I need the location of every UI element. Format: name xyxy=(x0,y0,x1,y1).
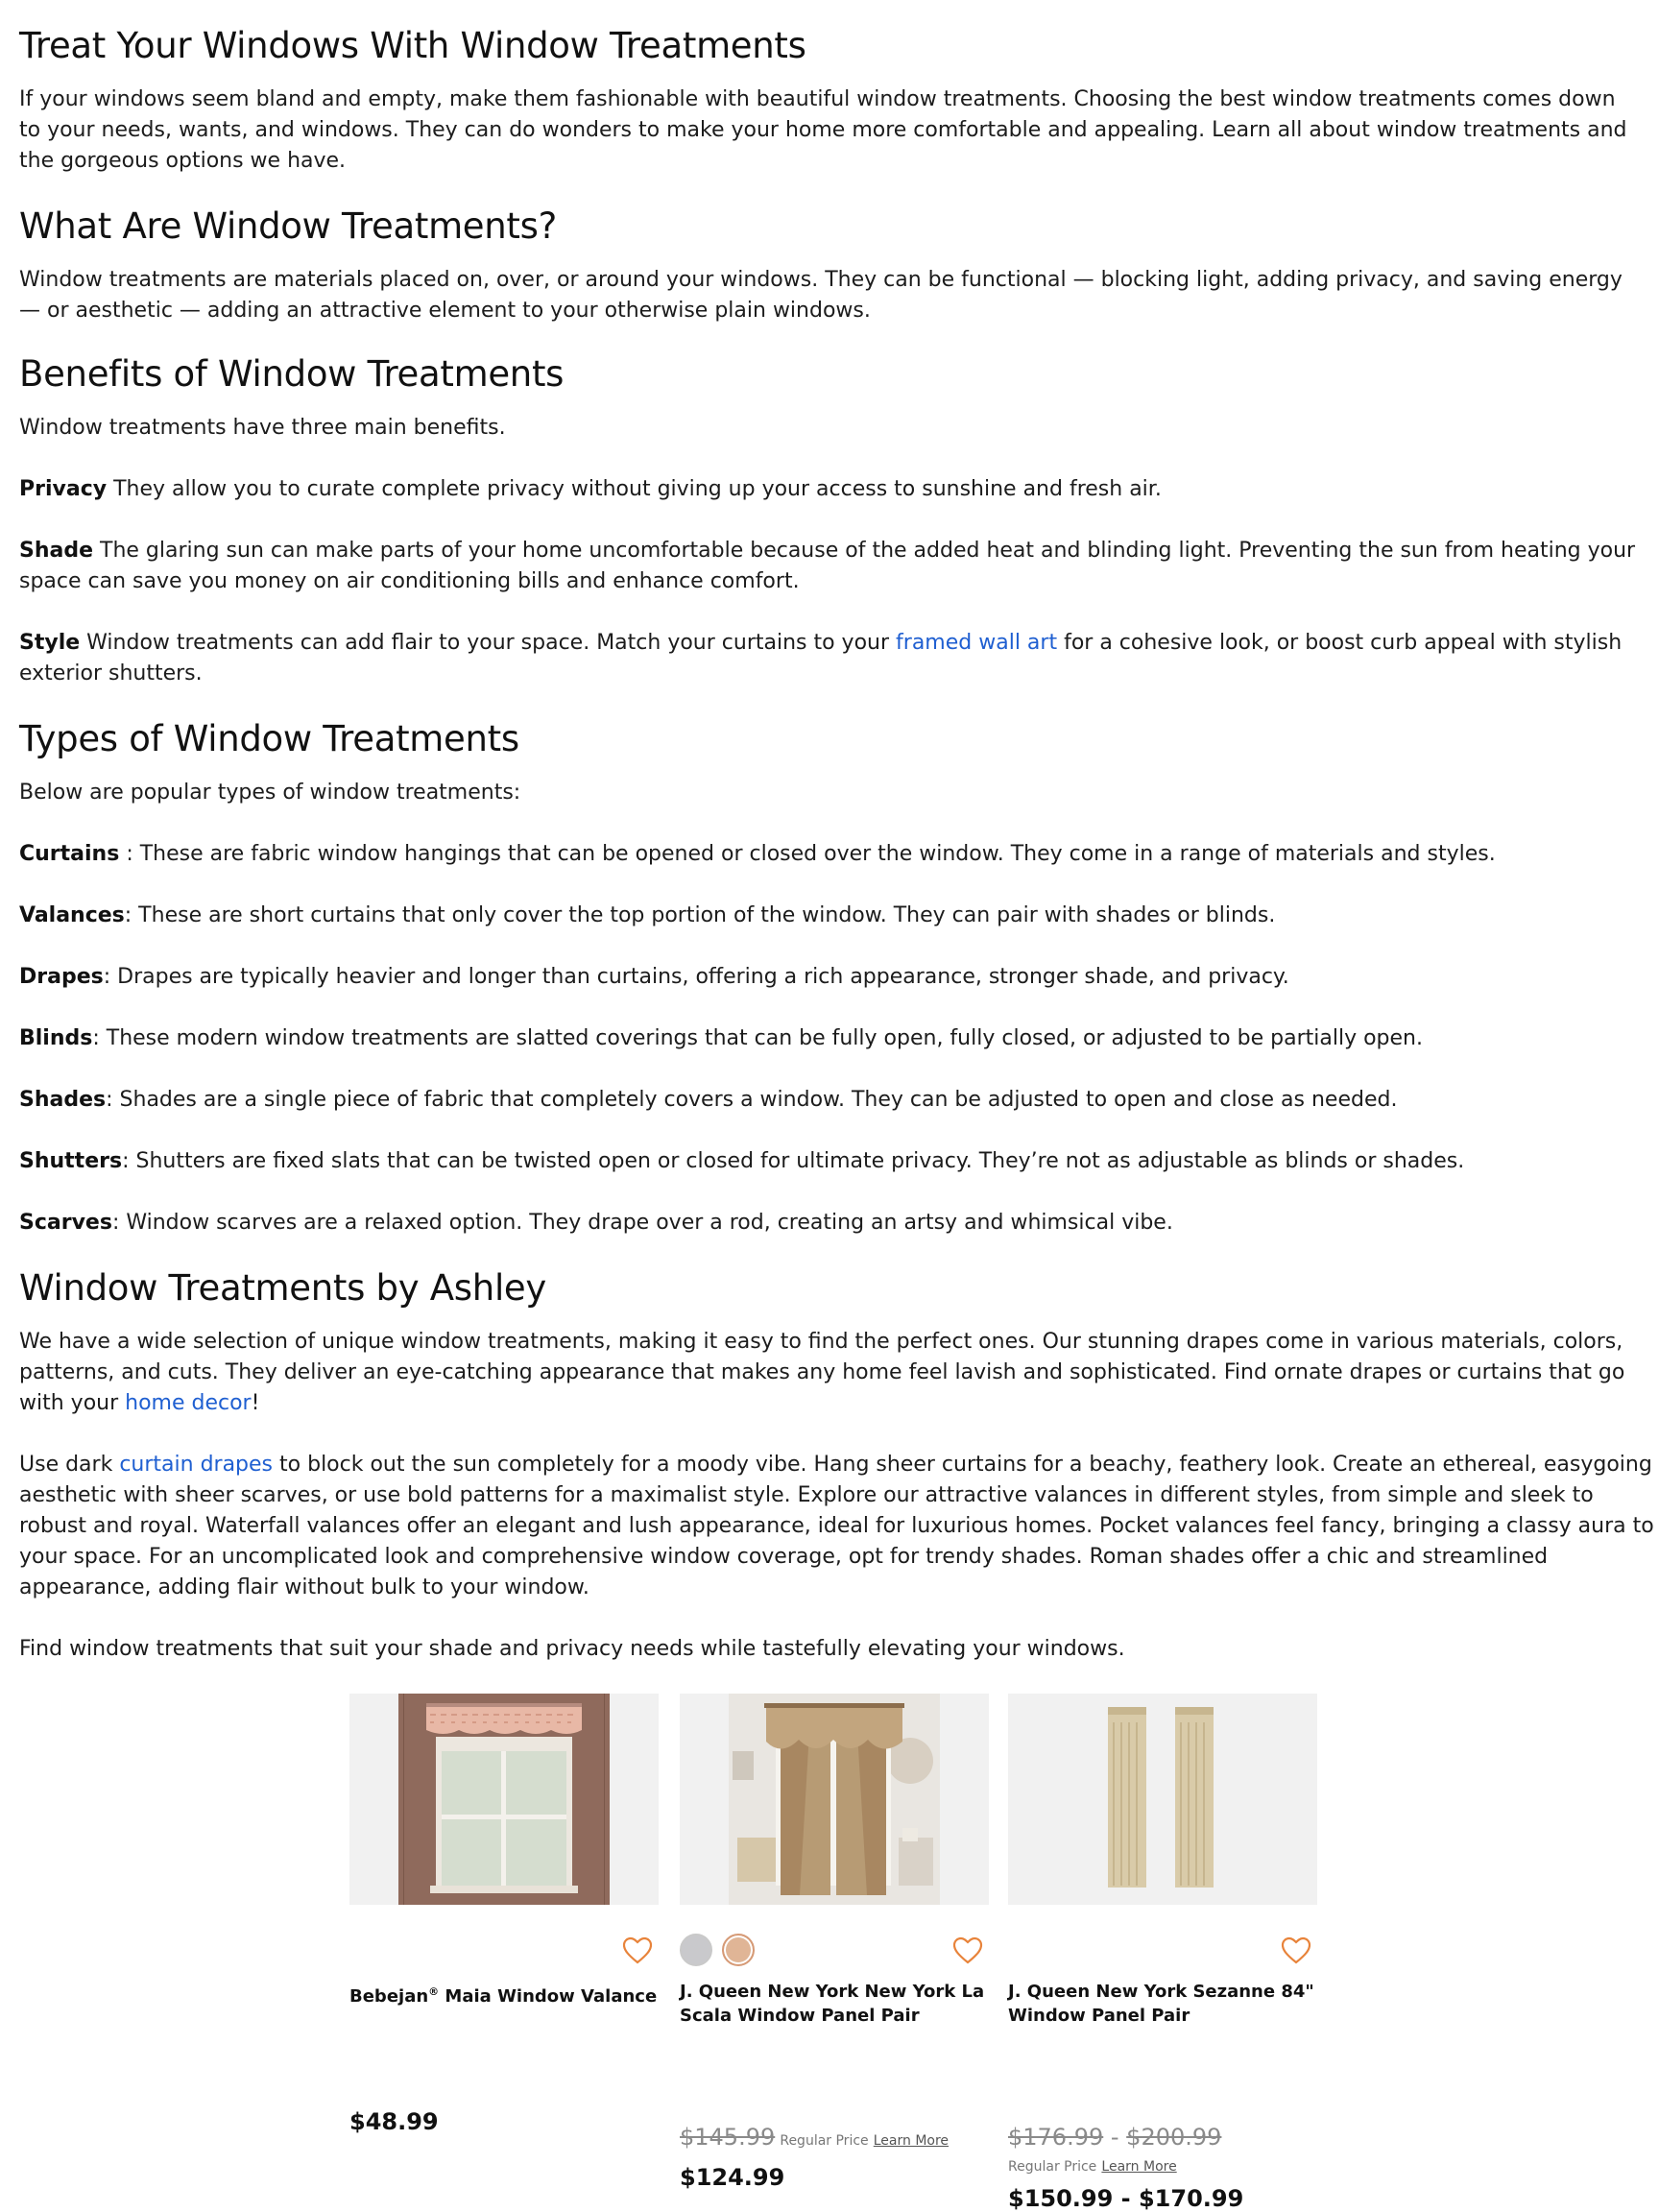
ashley-paragraph: We have a wide selection of unique window treatments, making it easy to find the perfect ones. Our stunning drapes come in various materials, colors, patterns, and cuts. They deliver an eye-catching appearance that makes any home feel lavish and sophisticated. Find ornate drapes or curtains that go with your home decor! xyxy=(19,1330,1625,1415)
final-paragraph: Find window treatments that suit your shade and privacy needs while tastefully elevating your windows. xyxy=(19,1637,1125,1661)
benefit-shade: Shade The glaring sun can make parts of your home uncomfortable because of the added heat and blinding light. Preventing the sun from heating your space can save you money on air conditioning bills and enhance comfort. xyxy=(19,539,1636,593)
la-scala-curtains-image xyxy=(680,1694,989,1905)
type-shades: Shades: Shades are a single piece of fabric that completely covers a window. They can be adjusted to open and close as needed. xyxy=(19,1088,1398,1112)
benefits-intro: Window treatments have three main benefits. xyxy=(19,416,506,440)
heading-benefits: Benefits of Window Treatments xyxy=(19,353,565,395)
benefit-style-term: Style xyxy=(19,631,81,655)
regular-price-high: $200.99 xyxy=(1126,2124,1222,2151)
product-carousel xyxy=(349,1694,1314,2212)
page-title: Treat Your Windows With Window Treatments xyxy=(19,25,806,66)
dark-drapes-paragraph: Use dark curtain drapes to block out the sun completely for a moody vibe. Hang sheer curtains for a beachy, feathery look. Create an ethereal, easygoing aesthetic with sheer scarves, or use bold patterns for a maximalist style. Explore our attractive valances in different styles, from simple and sleek to robust and royal. Waterfall valances offer an elegant and lush appearance, ideal for luxurious homes. Pocket valances feel fancy, bringing a classy aura to your space. For an uncomplicated look and comprehensive window coverage, opt for trendy shades. Roman shades offer a chic and streamlined appearance, adding flair without bulk to your window. xyxy=(19,1453,1654,1599)
benefit-style: Style Window treatments can add flair to your space. Match your curtains to your framed wall art for a cohesive look, or boost curb appeal with stylish exterior shutters. xyxy=(19,631,1623,685)
heading-types: Types of Window Treatments xyxy=(19,718,519,759)
type-scarves: Scarves: Window scarves are a relaxed option. They drape over a rod, creating an artsy and whimsical vibe. xyxy=(19,1211,1173,1235)
valance-window-image xyxy=(349,1694,659,1905)
regular-price-low: $176.99 xyxy=(1008,2124,1104,2151)
benefit-privacy: Privacy They allow you to curate complete privacy without giving up your access to sunshine and fresh air. xyxy=(19,477,1162,501)
framed-wall-art-link[interactable]: framed wall art xyxy=(896,631,1058,655)
price-block xyxy=(680,2124,997,2151)
product-name[interactable]: J. Queen New York Sezanne 84" Window Panel Pair xyxy=(1008,1982,1314,2026)
type-valances: Valances: These are short curtains that only cover the top portion of the window. They can pair with shades or blinds. xyxy=(19,903,1276,927)
regular-price-label: Regular Price xyxy=(780,2133,869,2149)
heart-icon[interactable] xyxy=(622,1936,653,1965)
product-image-la-scala[interactable] xyxy=(680,1694,989,1905)
heart-icon[interactable] xyxy=(1281,1936,1311,1965)
type-shutters: Shutters: Shutters are fixed slats that can be twisted open or closed for ultimate privacy. They’re not as adjustable as blinds or shades. xyxy=(19,1149,1465,1173)
product-image-sezanne[interactable] xyxy=(1008,1694,1317,1905)
types-intro: Below are popular types of window treatments: xyxy=(19,781,521,805)
product-card[interactable] xyxy=(349,1694,659,2212)
sezanne-panels-image xyxy=(1008,1694,1317,1905)
home-decor-link[interactable]: home decor xyxy=(125,1391,252,1415)
heart-icon[interactable] xyxy=(952,1936,983,1965)
benefit-shade-term: Shade xyxy=(19,539,94,563)
type-curtains: Curtains : These are fabric window hangings that can be opened or closed over the window. They come in a range of materials and styles. xyxy=(19,842,1496,866)
type-drapes: Drapes: Drapes are typically heavier and longer than curtains, offering a rich appearance, stronger shade, and privacy. xyxy=(19,965,1289,989)
heading-ashley: Window Treatments by Ashley xyxy=(19,1267,546,1309)
price-block: $176.99 - $200.99 xyxy=(1008,2124,1222,2151)
product-price: $48.99 xyxy=(349,2108,439,2135)
product-price: $124.99 xyxy=(680,2164,785,2191)
learn-more-link[interactable]: Learn More xyxy=(1101,2159,1177,2175)
product-card[interactable] xyxy=(680,1694,989,2212)
swatch-blush[interactable] xyxy=(722,1934,755,1966)
benefit-privacy-term: Privacy xyxy=(19,477,108,501)
product-card[interactable] xyxy=(1008,1694,1317,2212)
curtain-drapes-link[interactable]: curtain drapes xyxy=(119,1453,274,1477)
product-price: $150.99 - $170.99 xyxy=(1008,2185,1244,2212)
product-name[interactable]: J. Queen New York New York La Scala Window Panel Pair xyxy=(680,1982,985,2026)
intro-paragraph: If your windows seem bland and empty, make them fashionable with beautiful window treatments. Choosing the best window treatments comes down to your needs, wants, and windows. They can do wonders to make your home more comfortable and appealing. Learn all about window treatments and the gorgeous options we have. xyxy=(19,87,1627,173)
what-paragraph: Window treatments are materials placed on, over, or around your windows. They can be functional — blocking light, adding privacy, and saving energy — or aesthetic — adding an attractive element to your otherwise plain windows. xyxy=(19,268,1623,323)
regular-price: $145.99 xyxy=(680,2124,776,2151)
heading-what: What Are Window Treatments? xyxy=(19,205,557,247)
regular-price-row xyxy=(1008,2156,1177,2175)
product-name[interactable]: Bebejan® Maia Window Valance xyxy=(349,1985,658,2007)
regular-price-label: Regular Price xyxy=(1008,2159,1097,2175)
product-image-valance[interactable] xyxy=(349,1694,659,1905)
swatch-silver[interactable] xyxy=(680,1934,712,1966)
type-blinds: Blinds: These modern window treatments are slatted coverings that can be fully open, fully closed, or adjusted to be partially open. xyxy=(19,1026,1423,1050)
learn-more-link[interactable]: Learn More xyxy=(873,2133,950,2149)
